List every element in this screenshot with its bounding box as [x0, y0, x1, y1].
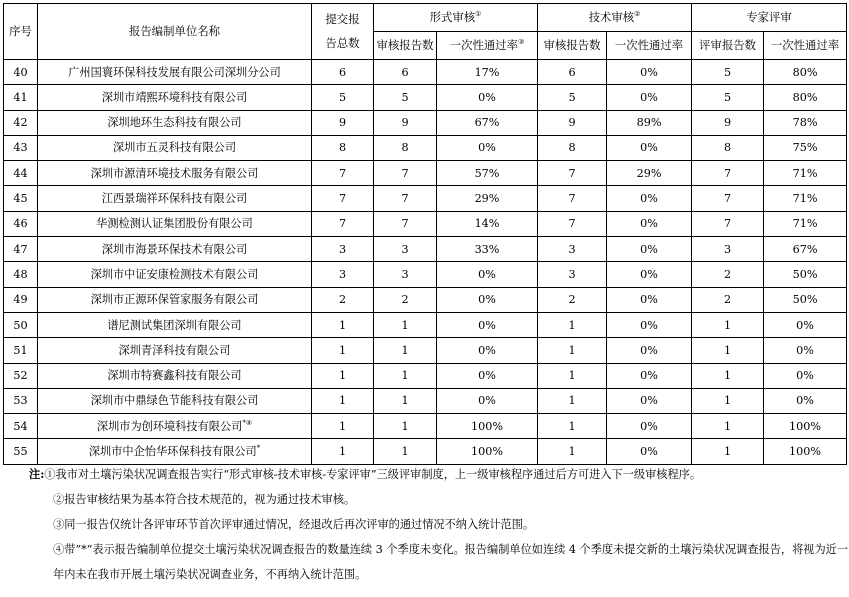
- cell-seq: 44: [4, 161, 38, 186]
- cell-formal-count: 7: [374, 161, 437, 186]
- header-formal-pass-rate: [437, 32, 538, 60]
- cell-technical-pass-rate: 0%: [607, 338, 692, 363]
- cell-unit-name: [38, 211, 312, 236]
- cell-formal-count: 7: [374, 186, 437, 211]
- cell-submitted-total: 6: [312, 60, 374, 85]
- cell-unit-name: [38, 287, 312, 312]
- header-expert-pass-rate: 一次性通过率: [764, 32, 847, 60]
- cell-technical-count: 7: [538, 186, 607, 211]
- cell-submitted-total: 3: [312, 262, 374, 287]
- cell-technical-count: 1: [538, 363, 607, 388]
- cell-unit-name: [38, 363, 312, 388]
- cell-technical-pass-rate: 0%: [607, 186, 692, 211]
- cell-submitted-total: 1: [312, 414, 374, 439]
- cell-expert-pass-rate: 0%: [764, 338, 847, 363]
- cell-formal-count: 9: [374, 110, 437, 135]
- cell-formal-count: 1: [374, 414, 437, 439]
- table-row: [4, 237, 847, 262]
- cell-unit-name: [38, 186, 312, 211]
- cell-expert-pass-rate: 75%: [764, 135, 847, 160]
- cell-expert-count: 1: [692, 363, 764, 388]
- cell-seq: 50: [4, 312, 38, 337]
- table-row: [4, 312, 847, 337]
- footnote-label: 注:: [29, 467, 45, 481]
- table-row: [4, 85, 847, 110]
- cell-technical-count: 6: [538, 60, 607, 85]
- cell-formal-count: 6: [374, 60, 437, 85]
- table-row: [4, 363, 847, 388]
- unit-name-text: 深圳市为创环境科技有限公司: [96, 419, 243, 433]
- cell-formal-count: 1: [374, 439, 437, 464]
- header-technical-review: [538, 4, 692, 32]
- cell-technical-pass-rate: 0%: [607, 211, 692, 236]
- header-submitted-line2: 告总数: [325, 35, 360, 50]
- unit-name-text: 广州国寰环保科技发展有限公司深圳分公司: [68, 65, 281, 79]
- cell-formal-pass-rate: 29%: [437, 186, 538, 211]
- table-row: [4, 388, 847, 413]
- cell-technical-count: 1: [538, 338, 607, 363]
- cell-formal-pass-rate: 33%: [437, 237, 538, 262]
- cell-technical-pass-rate: 0%: [607, 237, 692, 262]
- cell-unit-name: [38, 388, 312, 413]
- cell-seq: 46: [4, 211, 38, 236]
- cell-formal-count: 3: [374, 262, 437, 287]
- header-formal-review: [374, 4, 538, 32]
- table-row: [4, 110, 847, 135]
- unit-name-text: 深圳市中企怡华环保科技有限公司: [88, 445, 257, 458]
- cell-formal-count: 7: [374, 211, 437, 236]
- cell-submitted-total: 7: [312, 211, 374, 236]
- cell-unit-name: [38, 135, 312, 160]
- cell-technical-pass-rate: 0%: [607, 312, 692, 337]
- table-row: [4, 439, 847, 464]
- cell-unit-name: [38, 110, 312, 135]
- cell-seq: 42: [4, 110, 38, 135]
- footnotes: [29, 462, 849, 587]
- cell-submitted-total: 7: [312, 161, 374, 186]
- cell-formal-pass-rate: 0%: [437, 312, 538, 337]
- cell-submitted-total: 9: [312, 110, 374, 135]
- footnote-1: [29, 462, 844, 487]
- cell-expert-pass-rate: 0%: [764, 363, 847, 388]
- cell-technical-pass-rate: 29%: [607, 161, 692, 186]
- cell-formal-count: 8: [374, 135, 437, 160]
- cell-formal-count: 1: [374, 312, 437, 337]
- header-submitted-total: [312, 4, 374, 60]
- table-row: [4, 338, 847, 363]
- cell-unit-name: [38, 161, 312, 186]
- cell-technical-pass-rate: 0%: [607, 287, 692, 312]
- unit-name-text: 深圳地环生态科技有限公司: [107, 116, 242, 130]
- footnote-4-continued: 年内未在我市开展土壤污染状况调查业务，不再纳入统计范围。: [53, 568, 367, 581]
- cell-unit-name: [38, 262, 312, 287]
- cell-expert-pass-rate: 0%: [764, 388, 847, 413]
- cell-expert-count: 7: [692, 211, 764, 236]
- cell-formal-pass-rate: 100%: [437, 414, 538, 439]
- cell-formal-pass-rate: 67%: [437, 110, 538, 135]
- cell-seq: 54: [4, 414, 38, 439]
- unit-name-text: 深圳市中证安康检测技术有限公司: [90, 267, 259, 281]
- cell-formal-pass-rate: 17%: [437, 60, 538, 85]
- header-unit-name: 报告编制单位名称: [38, 4, 312, 60]
- footnote-1-text: ①我市对土壤污染状况调查报告实行“形式审核-技术审核-专家评审”三级评审制度，上一级审核程序通过后方可进入下一级审核程序。: [44, 468, 702, 481]
- table-row: [4, 262, 847, 287]
- cell-expert-count: 8: [692, 135, 764, 160]
- footnote-4: ④带“*”表示报告编制单位提交土壤污染状况调查报告的数量连续 3 个季度未变化。报告编制单位如连续 4 个季度未提交新的土壤污染状况调查报告，将视为近一: [53, 543, 849, 556]
- unit-name-text: 深圳市正源环保管家服务有限公司: [90, 293, 259, 307]
- cell-seq: 43: [4, 135, 38, 160]
- cell-unit-name: [38, 237, 312, 262]
- cell-expert-count: 7: [692, 186, 764, 211]
- cell-technical-count: 3: [538, 262, 607, 287]
- table-row: [4, 60, 847, 85]
- cell-technical-count: 7: [538, 211, 607, 236]
- cell-formal-pass-rate: 14%: [437, 211, 538, 236]
- cell-formal-pass-rate: 57%: [437, 161, 538, 186]
- cell-technical-count: 5: [538, 85, 607, 110]
- cell-expert-pass-rate: 100%: [764, 414, 847, 439]
- cell-formal-pass-rate: 0%: [437, 338, 538, 363]
- table-body: [4, 60, 847, 465]
- cell-seq: 52: [4, 363, 38, 388]
- cell-formal-count: 3: [374, 237, 437, 262]
- cell-expert-pass-rate: 50%: [764, 262, 847, 287]
- cell-seq: 47: [4, 237, 38, 262]
- header-technical-sup: ②: [634, 9, 641, 18]
- unit-name-text: 深圳市源清环境技术服务有限公司: [90, 166, 259, 180]
- cell-formal-count: 2: [374, 287, 437, 312]
- cell-submitted-total: 1: [312, 363, 374, 388]
- cell-formal-pass-rate: 0%: [437, 363, 538, 388]
- cell-formal-pass-rate: 0%: [437, 85, 538, 110]
- cell-seq: 41: [4, 85, 38, 110]
- cell-expert-pass-rate: 67%: [764, 237, 847, 262]
- cell-technical-pass-rate: 0%: [607, 363, 692, 388]
- table-row: [4, 287, 847, 312]
- cell-technical-pass-rate: 89%: [607, 110, 692, 135]
- unit-mark: *④: [242, 418, 253, 427]
- unit-name-text: 深圳市中鼎绿色节能科技有限公司: [90, 394, 259, 408]
- cell-seq: 53: [4, 388, 38, 413]
- header-formal-count: 审核报告数: [374, 32, 437, 60]
- cell-formal-count: 1: [374, 388, 437, 413]
- cell-submitted-total: 5: [312, 85, 374, 110]
- unit-name-text: 谱尼测试集团深圳有限公司: [107, 318, 242, 332]
- cell-technical-count: 1: [538, 388, 607, 413]
- cell-technical-pass-rate: 0%: [607, 388, 692, 413]
- cell-technical-pass-rate: 0%: [607, 439, 692, 464]
- cell-technical-pass-rate: 0%: [607, 85, 692, 110]
- cell-unit-name: [38, 414, 312, 439]
- cell-technical-count: 7: [538, 161, 607, 186]
- cell-seq: 55: [4, 439, 38, 464]
- header-formal-label: 形式审核: [429, 9, 476, 24]
- cell-expert-count: 5: [692, 85, 764, 110]
- cell-unit-name: [38, 338, 312, 363]
- cell-technical-count: 1: [538, 312, 607, 337]
- cell-technical-pass-rate: 0%: [607, 414, 692, 439]
- table-row: [4, 414, 847, 439]
- unit-name-text: 深圳市靖熙环境科技有限公司: [101, 90, 248, 104]
- cell-technical-count: 3: [538, 237, 607, 262]
- cell-submitted-total: 2: [312, 287, 374, 312]
- header-submitted-line1: 提交报: [325, 12, 360, 27]
- cell-seq: 51: [4, 338, 38, 363]
- cell-expert-count: 3: [692, 237, 764, 262]
- table-row: [4, 186, 847, 211]
- cell-expert-pass-rate: 71%: [764, 211, 847, 236]
- cell-submitted-total: 1: [312, 312, 374, 337]
- cell-formal-pass-rate: 0%: [437, 388, 538, 413]
- cell-submitted-total: 7: [312, 186, 374, 211]
- cell-formal-pass-rate: 0%: [437, 262, 538, 287]
- cell-expert-count: 1: [692, 312, 764, 337]
- table-row: [4, 135, 847, 160]
- header-formal-sup: ①: [475, 9, 482, 18]
- cell-expert-pass-rate: 100%: [764, 439, 847, 464]
- cell-technical-pass-rate: 0%: [607, 262, 692, 287]
- cell-submitted-total: 8: [312, 135, 374, 160]
- cell-submitted-total: 3: [312, 237, 374, 262]
- cell-expert-count: 9: [692, 110, 764, 135]
- cell-unit-name: [38, 439, 312, 464]
- cell-unit-name: [38, 85, 312, 110]
- header-expert-count: 评审报告数: [692, 32, 764, 60]
- unit-name-text: 深圳青泽科技有限公司: [118, 343, 231, 357]
- unit-mark: *: [256, 444, 261, 452]
- cell-seq: 49: [4, 287, 38, 312]
- cell-expert-count: 2: [692, 287, 764, 312]
- cell-expert-count: 1: [692, 338, 764, 363]
- cell-expert-count: 5: [692, 60, 764, 85]
- cell-unit-name: [38, 60, 312, 85]
- cell-expert-pass-rate: 80%: [764, 85, 847, 110]
- header-pass-rate-label: 一次性通过率: [449, 37, 519, 52]
- unit-name-text: 江西景瑞祥环保科技有限公司: [101, 192, 248, 206]
- table-row: [4, 161, 847, 186]
- cell-expert-pass-rate: 78%: [764, 110, 847, 135]
- cell-seq: 40: [4, 60, 38, 85]
- cell-submitted-total: 1: [312, 388, 374, 413]
- cell-formal-count: 1: [374, 363, 437, 388]
- cell-technical-count: 1: [538, 439, 607, 464]
- cell-expert-count: 7: [692, 161, 764, 186]
- report-table: [3, 3, 847, 465]
- unit-name-text: 深圳市特赛鑫科技有限公司: [107, 369, 242, 383]
- footnote-2: ②报告审核结果为基本符合技术规范的，视为通过技术审核。: [53, 493, 356, 506]
- cell-expert-pass-rate: 50%: [764, 287, 847, 312]
- cell-technical-pass-rate: 0%: [607, 135, 692, 160]
- cell-expert-pass-rate: 0%: [764, 312, 847, 337]
- header-seq: 序号: [4, 4, 38, 60]
- cell-expert-count: 1: [692, 414, 764, 439]
- footnote-3: ③同一报告仅统计各评审环节首次评审通过情况，经退改后再次评审的通过情况不纳入统计范围。: [53, 518, 535, 531]
- cell-seq: 45: [4, 186, 38, 211]
- cell-expert-count: 2: [692, 262, 764, 287]
- cell-unit-name: [38, 312, 312, 337]
- cell-expert-count: 1: [692, 439, 764, 464]
- cell-technical-pass-rate: 0%: [607, 60, 692, 85]
- cell-technical-count: 1: [538, 414, 607, 439]
- unit-name-text: 深圳市海景环保技术有限公司: [101, 242, 248, 256]
- cell-expert-pass-rate: 71%: [764, 161, 847, 186]
- header-technical-label: 技术审核: [588, 9, 635, 24]
- cell-technical-count: 2: [538, 287, 607, 312]
- cell-expert-pass-rate: 71%: [764, 186, 847, 211]
- cell-expert-pass-rate: 80%: [764, 60, 847, 85]
- cell-formal-pass-rate: 0%: [437, 135, 538, 160]
- cell-formal-count: 5: [374, 85, 437, 110]
- cell-seq: 48: [4, 262, 38, 287]
- table-row: [4, 211, 847, 236]
- unit-name-text: 深圳市五灵科技有限公司: [112, 141, 237, 155]
- cell-technical-count: 9: [538, 110, 607, 135]
- header-technical-pass-rate: 一次性通过率: [607, 32, 692, 60]
- cell-formal-pass-rate: 0%: [437, 287, 538, 312]
- cell-submitted-total: 1: [312, 439, 374, 464]
- cell-formal-pass-rate: 100%: [437, 439, 538, 464]
- header-pass-rate-sup: ③: [518, 37, 525, 46]
- cell-technical-count: 8: [538, 135, 607, 160]
- unit-name-text: 华测检测认证集团股份有限公司: [96, 217, 253, 231]
- cell-formal-count: 1: [374, 338, 437, 363]
- cell-expert-count: 1: [692, 388, 764, 413]
- cell-submitted-total: 1: [312, 338, 374, 363]
- header-technical-count: 审核报告数: [538, 32, 607, 60]
- header-expert-review: 专家评审: [692, 4, 847, 32]
